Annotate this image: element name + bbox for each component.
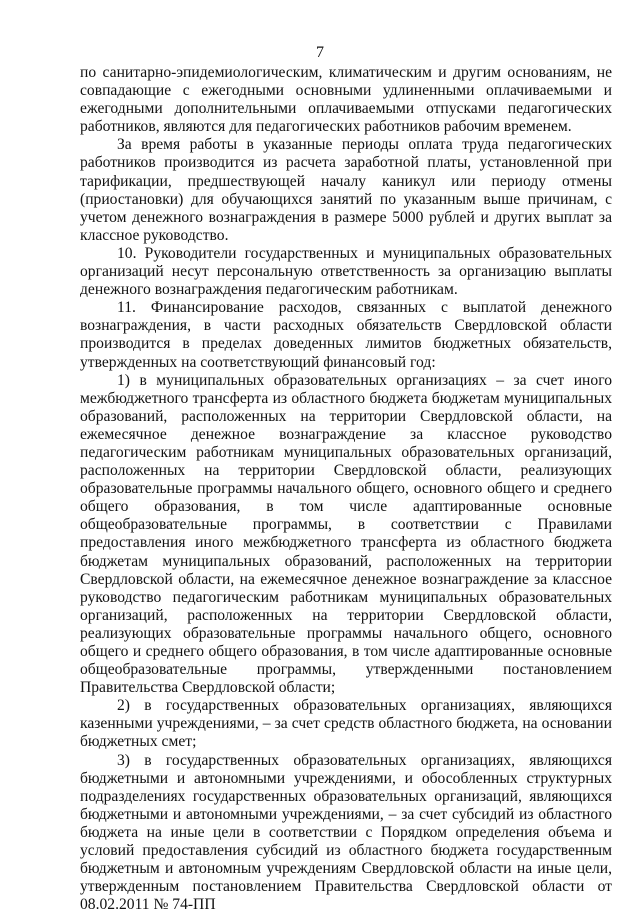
paragraph-item-11-2: 2) в государственных образовательных организациях, являющихся казенными учреждениями, – за счет средств областного бюджета, на основании бюджетных смет;	[80, 697, 612, 751]
paragraph-pay-during-periods: За время работы в указанные периоды оплата труда педагогических работников производится из расчета заработной платы, установленной при тарификации, предшествующей началу каникул или периоду отмены (приостановки) для обучающихся занятий по указанным выше причинам, с учетом денежного вознаграждения в размере 5000 рублей и других выплат за классное руководство.	[80, 136, 612, 244]
paragraph-continuation: по санитарно-эпидемиологическим, климатическим и другим основаниям, не совпадающие с ежегодными основными удлиненными оплачиваемыми и ежегодными дополнительными оплачиваемыми отпусками педагогических работников, являются для педагогических работников рабочим временем.	[80, 64, 612, 136]
paragraph-item-11-1: 1) в муниципальных образовательных организациях – за счет иного межбюджетного трансферта из областного бюджета бюджетам муниципальных образований, расположенных на территории Свердловской области, на ежемесячное денежное вознаграждение за классное руководство педагогическим работникам муниципальных образовательных организаций, расположенных на территории Свердловской области, реализующих образовательные программы начального общего, основного общего и среднего общего образования, в том числе адаптированные основные общеобразовательные программы, в соответствии с Правилами предоставления иного межбюджетного трансферта из областного бюджета бюджетам муниципальных образований, расположенных на территории Свердловской области, на ежемесячное денежное вознаграждение за классное руководство педагогическим работникам муниципальных образовательных организаций, расположенных на территории Свердловской области, реализующих образовательные программы начального общего, основного общего и среднего общего образования, в том числе адаптированные основные общеобразовательные программы, утвержденными постановлением Правительства Свердловской области;	[80, 371, 612, 697]
document-body	[80, 64, 612, 914]
paragraph-item-10: 10. Руководители государственных и муниципальных образовательных организаций несут персональную ответственность за организацию выплаты денежного вознаграждения педагогическим работникам.	[80, 244, 612, 299]
paragraph-item-11: 11. Финансирование расходов, связанных с выплатой денежного вознаграждения, в части расходных обязательств Свердловской области производится в пределах доведенных лимитов бюджетных обязательств, утвержденных на соответствующий финансовый год:	[80, 299, 612, 371]
page-number: 7	[316, 44, 324, 61]
paragraph-item-11-3: 3) в государственных образовательных организациях, являющихся бюджетными и автономными учреждениями, и обособленных структурных подразделениях государственных образовательных организаций, являющихся бюджетными и автономными учреждениями, – за счет субсидий из областного бюджета на иные цели в соответствии с Порядком определения объема и условий предоставления субсидий из областного бюджета государственным бюджетным и автономным учреждениям Свердловской области на иные цели, утвержденным постановлением Правительства Свердловской области от 08.02.2011 № 74-ПП	[80, 751, 612, 914]
